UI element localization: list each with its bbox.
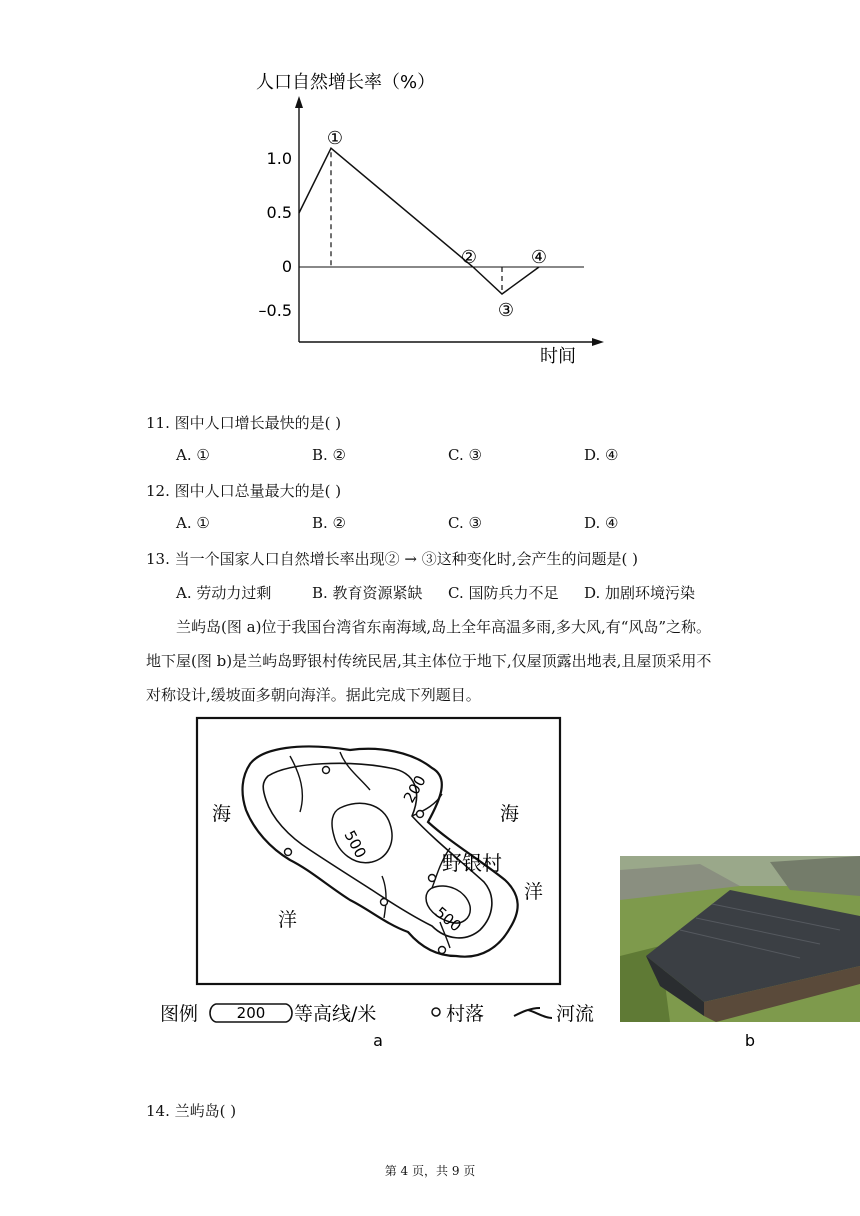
- q11-option-a[interactable]: A. ①: [176, 446, 210, 464]
- sea-label: 海: [212, 803, 232, 825]
- ocean-label: 洋: [278, 909, 298, 931]
- village-marker: [381, 899, 388, 906]
- ytick-1: 1.0: [266, 149, 292, 168]
- legend-village-label: 村落: [446, 1003, 485, 1025]
- ocean-label: 洋: [524, 881, 544, 903]
- contour-label-500: 500: [340, 827, 370, 862]
- legend-title: 图例: [160, 1003, 199, 1025]
- q12-option-c[interactable]: C. ③: [448, 514, 482, 532]
- growth-rate-line: [299, 148, 539, 294]
- q11-option-b[interactable]: B. ②: [312, 446, 347, 464]
- passage-line-3: 对称设计,缓坡面多朝向海洋。据此完成下列题目。: [146, 686, 481, 704]
- passage-line-2: 地下屋(图 b)是兰屿岛野银村传统民居,其主体位于地下,仅屋顶露出地表,且屋顶采用不: [146, 652, 712, 670]
- q11-option-d[interactable]: D. ④: [584, 446, 619, 464]
- lanyu-island-map: [150, 712, 620, 1052]
- sea-label: 海: [500, 803, 520, 825]
- map-frame: [197, 718, 560, 984]
- q13-option-c[interactable]: C. 国防兵力不足: [448, 584, 559, 602]
- chart-ylabel: 人口自然增长率（%）: [256, 72, 436, 93]
- ytick-05: 0.5: [266, 203, 292, 222]
- yinyin-village-label: 野银村: [442, 851, 502, 875]
- ytick-0: 0: [281, 257, 292, 276]
- figure-a-caption: a: [373, 1031, 383, 1050]
- q13-option-b[interactable]: B. 教育资源紧缺: [312, 584, 423, 602]
- village-marker: [439, 947, 446, 954]
- page-footer: 第 4 页，共 9 页: [384, 1164, 476, 1178]
- legend-river-label: 河流: [556, 1003, 595, 1025]
- legend-contour-label: 等高线/米: [294, 1003, 377, 1025]
- village-marker: [417, 811, 424, 818]
- point-label: ④: [530, 247, 548, 268]
- population-growth-chart: [256, 60, 610, 380]
- contour-label-200: 200: [399, 772, 430, 806]
- q13-option-a[interactable]: A. 劳动力过剩: [176, 584, 272, 602]
- village-marker: [285, 849, 292, 856]
- question-13-stem: 13. 当一个国家人口自然增长率出现② → ③这种变化时,会产生的问题是( ): [146, 550, 638, 568]
- figure-b-caption: b: [744, 1031, 756, 1050]
- point-label: ①: [326, 128, 344, 150]
- question-14-stem: 14. 兰屿岛( ): [146, 1102, 237, 1120]
- legend-contour-value: 200: [236, 1004, 266, 1022]
- underground-house-photo: [620, 856, 860, 1052]
- q12-option-a[interactable]: A. ①: [176, 514, 210, 532]
- point-label: ②: [460, 247, 478, 268]
- passage-line-1: 兰屿岛(图 a)位于我国台湾省东南海域,岛上全年高温多雨,多大风,有“风岛”之称。: [176, 618, 712, 636]
- point-label: ③: [497, 300, 515, 321]
- q11-option-c[interactable]: C. ③: [448, 446, 482, 464]
- x-axis-arrow: [592, 338, 604, 346]
- question-11-stem: 11. 图中人口增长最快的是( ): [146, 414, 342, 432]
- q13-option-d[interactable]: D. 加剧环境污染: [584, 584, 696, 602]
- legend-village-icon: [432, 1008, 440, 1016]
- q12-option-b[interactable]: B. ②: [312, 514, 347, 532]
- y-axis-arrow: [295, 96, 303, 108]
- chart-xlabel: 时间: [540, 346, 576, 367]
- contour-label-500: 500: [431, 903, 465, 936]
- q12-option-d[interactable]: D. ④: [584, 514, 619, 532]
- question-12-stem: 12. 图中人口总量最大的是( ): [146, 482, 342, 500]
- ytick-m05: –0.5: [258, 301, 292, 320]
- yinyin-village-marker: [429, 875, 436, 882]
- village-marker: [323, 767, 330, 774]
- legend-river-icon: [514, 1008, 552, 1018]
